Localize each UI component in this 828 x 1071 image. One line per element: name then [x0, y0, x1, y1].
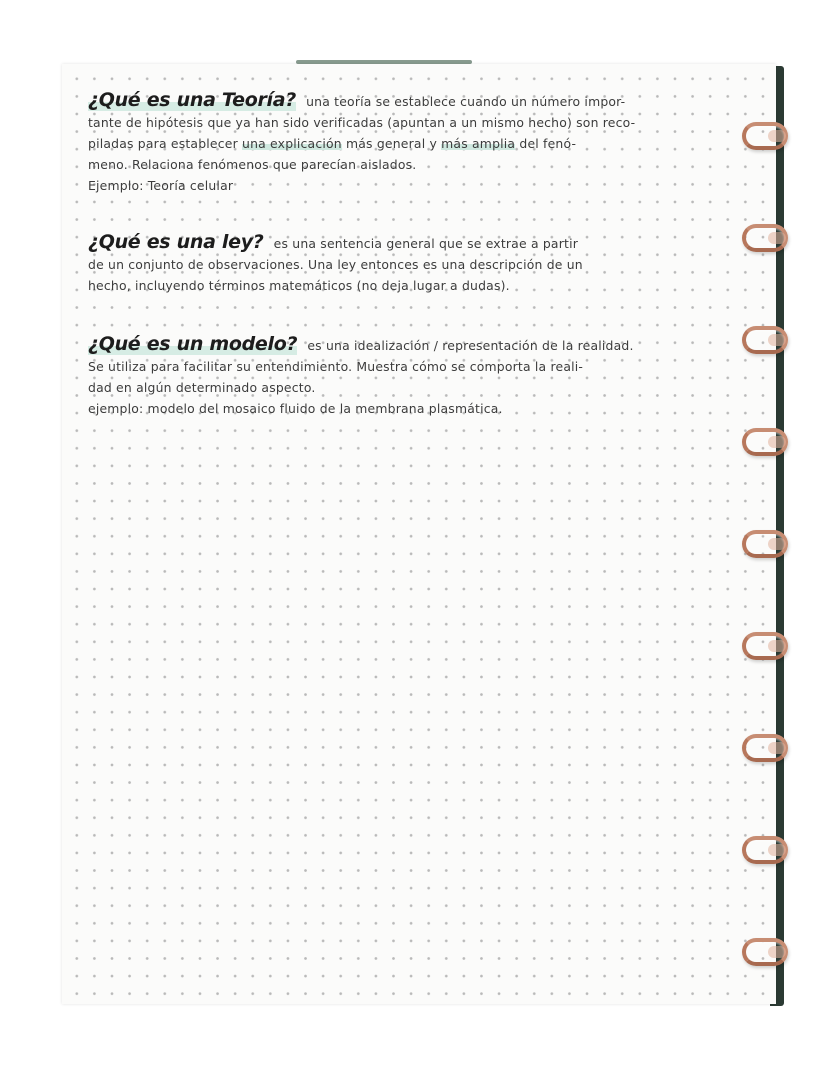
question-heading: ¿Qué es un modelo?	[88, 333, 298, 355]
highlighted-text: una explicación	[242, 136, 342, 151]
text-segment: más general y	[345, 136, 438, 151]
section-modelo-line-1	[88, 334, 728, 356]
binder-ring-icon	[742, 836, 788, 864]
section-ley-line-1	[88, 232, 728, 254]
binder-ring-icon	[742, 326, 788, 354]
binder-ring-icon	[742, 224, 788, 252]
question-heading: ¿Qué es una Teoría?	[88, 89, 296, 111]
text-line: tante de hipótesis que ya han sido verificadas (apuntan a un mismo hecho) son reco-	[88, 115, 636, 130]
highlighted-text: más amplia	[441, 136, 516, 151]
dotted-notebook-page	[62, 64, 776, 1004]
text-line: Se utiliza para facilitar su entendimiento. Muestra cómo se comporta la reali-	[88, 359, 584, 374]
text-line: de un conjunto de observaciones. Una ley entonces es una descripción de un	[88, 257, 583, 272]
section-teoria	[88, 90, 728, 196]
binder-ring-icon	[742, 734, 788, 762]
binder-ring-icon	[742, 428, 788, 456]
example-line: ejemplo: modelo del mosaico fluido de la membrana plasmática.	[88, 401, 503, 416]
text-segment: del fenó-	[519, 136, 577, 151]
text-line: es una sentencia general que se extrae a partir	[273, 236, 579, 251]
text-line: hecho, incluyendo términos matemáticos (no deja lugar a dudas).	[88, 278, 510, 293]
section-ley	[88, 232, 728, 296]
text-line: dad en algún determinado aspecto.	[88, 380, 316, 395]
question-heading: ¿Qué es una ley?	[88, 231, 264, 253]
example-line: Ejemplo: Teoría celular	[88, 178, 234, 193]
text-line: una teoría se establece cuando un número impor-	[306, 94, 626, 109]
binder-ring-icon	[742, 632, 788, 660]
text-line: meno. Relaciona fenómenos que parecían aislados.	[88, 157, 417, 172]
binder-ring-icon	[742, 938, 788, 966]
text-line: es una idealización / representación de la realidad.	[307, 338, 634, 353]
binder-ring-icon	[742, 122, 788, 150]
section-modelo	[88, 334, 728, 419]
binder-ring-icon	[742, 530, 788, 558]
section-teoria-line-3	[88, 133, 728, 154]
section-teoria-line-1	[88, 90, 728, 112]
text-segment: piladas para establecer	[88, 136, 238, 151]
